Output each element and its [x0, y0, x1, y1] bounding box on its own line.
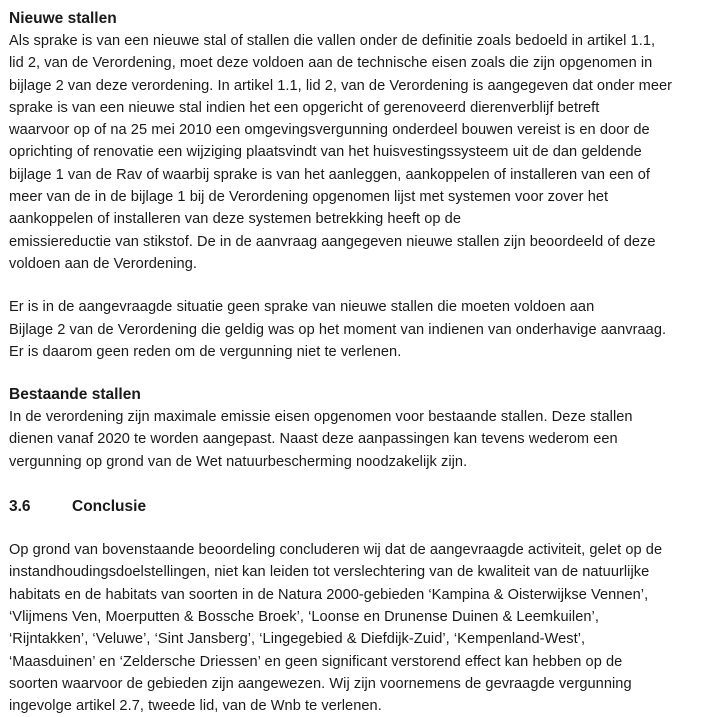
text-line: Bijlage 2 van de Verordening die geldig was op het moment van indienen van onderhavige aanvraag.	[9, 321, 667, 338]
text-line: aankoppelen of installeren van deze systemen betrekking heeft op de	[9, 211, 462, 228]
text-line: voldoen aan de Verordening.	[9, 255, 197, 272]
text-line: sprake is van een nieuwe stal indien het een opgericht of gerenoveerd dierenverblijf betreft	[9, 99, 600, 116]
text-line: ‘Rijntakken’, ‘Veluwe’, ‘Sint Jansberg’, ‘Lingegebied & Diefdijk-Zuid’, ‘Kempenland-West’,	[9, 631, 586, 648]
paragraph-bestaande-stallen	[9, 406, 707, 473]
heading-bestaande-stallen: Bestaande stallen	[9, 386, 141, 404]
section-title: Conclusie	[72, 498, 147, 516]
text-line: bijlage 1 van de Rav of waarbij sprake is van het aanleggen, aankoppelen of installeren van een of	[9, 166, 650, 183]
text-line: oprichting of renovatie een wijziging plaatsvindt van het huisvestingssysteem uit de dan geldende	[9, 144, 642, 161]
text-line: ‘Maasduinen’ en ‘Zeldersche Driessen’ en geen significant verstorend effect kan hebben op de	[9, 653, 623, 670]
text-line: waarvoor op of na 25 mei 2010 een omgevingsvergunning onderdeel bouwen vereist is en door de	[9, 122, 650, 139]
text-line: dienen vanaf 2020 te worden aangepast. Naast deze aanpassingen kan tevens wederom een	[9, 431, 618, 448]
paragraph-geen-nieuwe-stallen	[9, 296, 707, 363]
document-page	[9, 8, 707, 717]
text-line: vergunning op grond van de Wet natuurbescherming noodzakelijk zijn.	[9, 453, 468, 470]
text-line: ‘Vlijmens Ven, Moerputten & Bossche Broek’, ‘Loonse en Drunense Duinen & Leemkuilen’,	[9, 608, 599, 625]
text-line: habitats en de habitats van soorten in de Natura 2000-gebieden ‘Kampina & Oisterwijkse Vennen’,	[9, 586, 649, 603]
text-line: Op grond van bovenstaande beoordeling concluderen wij dat de aangevraagde activiteit, gelet op de	[9, 542, 663, 559]
text-line: ingevolge artikel 2.7, tweede lid, van de Wnb te verlenen.	[9, 698, 382, 715]
section-heading-conclusie	[9, 496, 707, 518]
text-line: In de verordening zijn maximale emissie eisen opgenomen voor bestaande stallen. Deze stallen	[9, 409, 633, 426]
text-line: Er is daarom geen reden om de vergunning niet te verlenen.	[9, 343, 402, 360]
text-line: soorten waarvoor de gebieden zijn aangewezen. Wij zijn voornemens de gevraagde vergunning	[9, 675, 632, 692]
text-line: lid 2, van de Verordening, moet deze voldoen aan de technische eisen zoals die zijn opgenomen in	[9, 55, 653, 72]
text-line: bijlage 2 van deze verordening. In artikel 1.1, lid 2, van de Verordening is aangegeven dat onder meer	[9, 77, 673, 94]
text-line: Er is in de aangevraagde situatie geen sprake van nieuwe stallen die moeten voldoen aan	[9, 299, 595, 316]
paragraph-nieuwe-stallen	[9, 30, 707, 275]
text-line: meer van de in de bijlage 1 bij de Verordening opgenomen lijst met systemen voor zover het	[9, 189, 609, 206]
text-line: instandhoudingsdoelstellingen, niet kan leiden tot verslechtering van de kwaliteit van de natuurlijke	[9, 564, 650, 581]
heading-nieuwe-stallen: Nieuwe stallen	[9, 10, 117, 27]
paragraph-conclusie	[9, 539, 707, 717]
section-number: 3.6	[9, 498, 31, 516]
text-line: emissiereductie van stikstof. De in de aanvraag aangegeven nieuwe stallen zijn beoordeeld of deze	[9, 233, 656, 250]
text-line: Als sprake is van een nieuwe stal of stallen die vallen onder de definitie zoals bedoeld in artikel 1.1,	[9, 33, 656, 49]
